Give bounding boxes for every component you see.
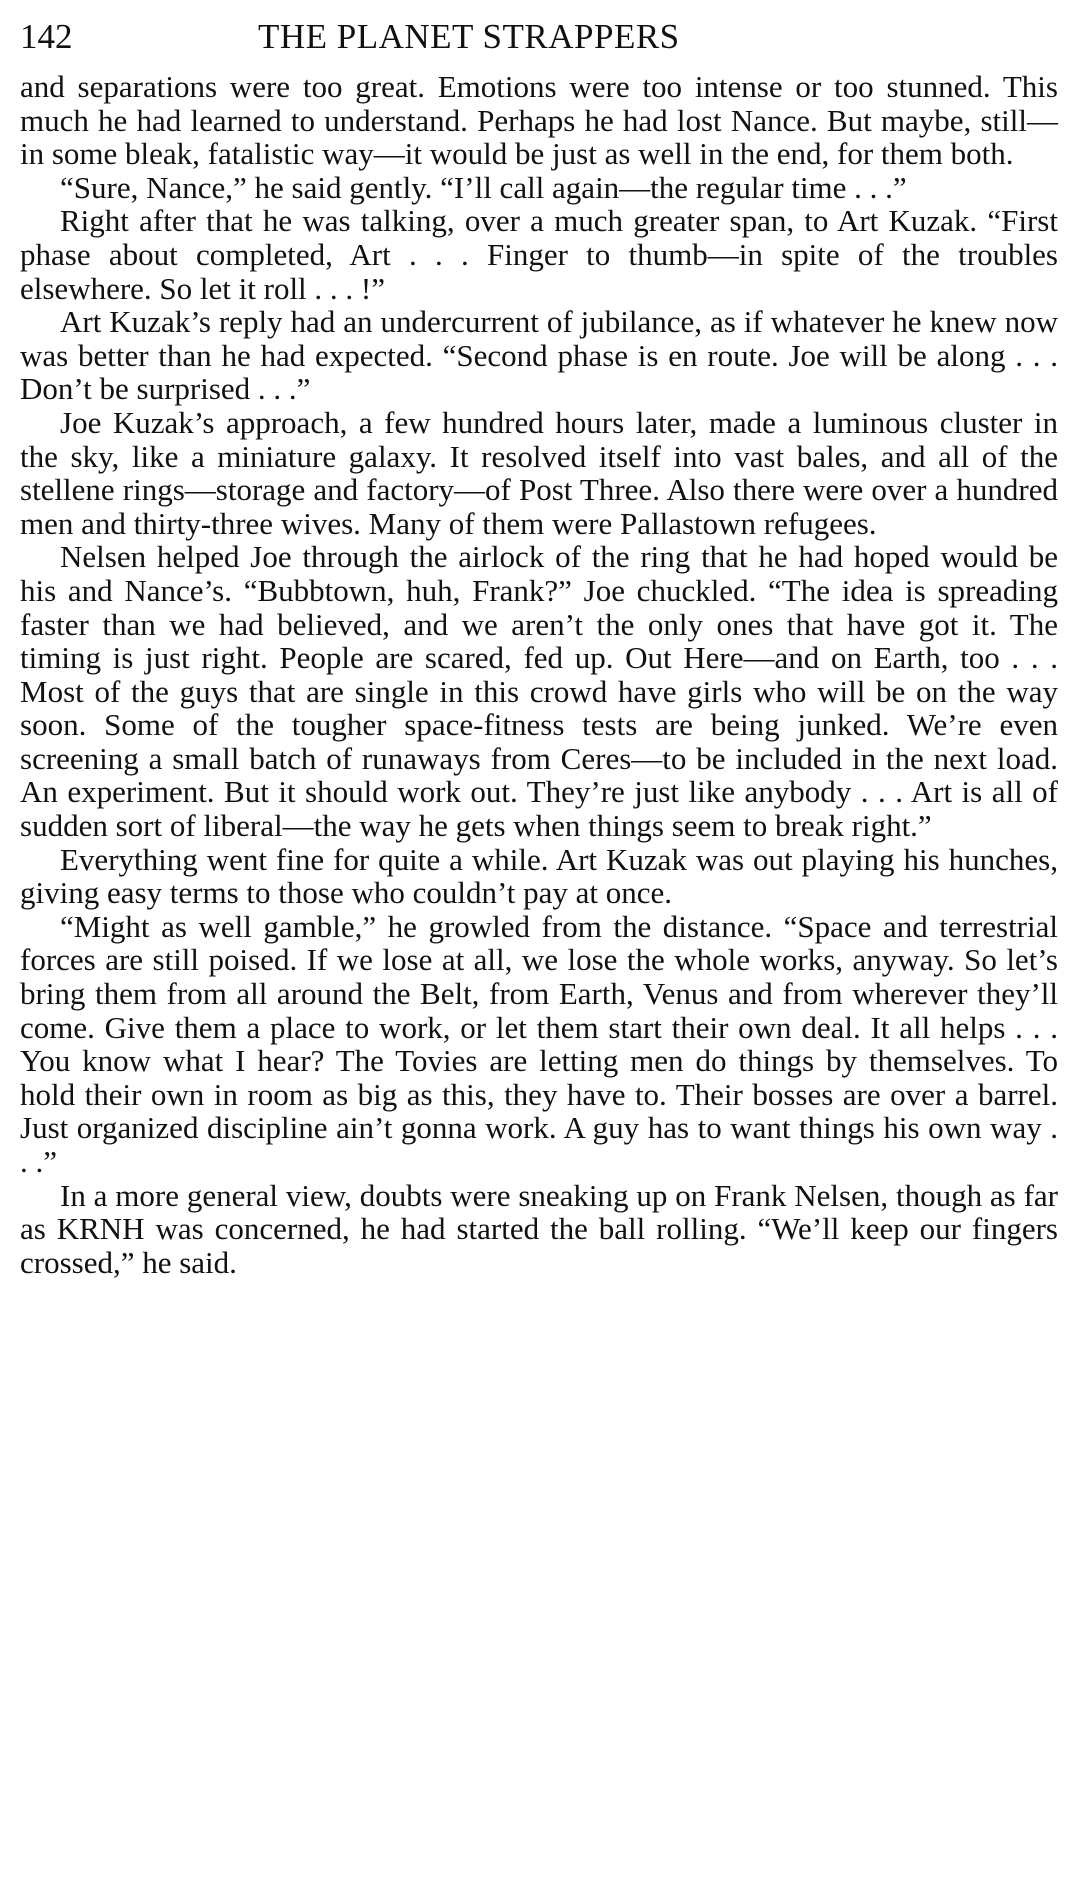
page-number: 142	[20, 17, 73, 56]
page-header	[20, 12, 1058, 62]
paragraph: Nelsen helped Joe through the airlock of the ring that he had hoped would be his and Nance’s. “Bubbtown, huh, Frank?” Joe chuckled. “The idea is spreading faster than we had believed, and we aren’t the only ones that have got it. The timing is just right. People are scared, fed up. Out Here—and on Earth, too . . . Most of the guys that are single in this crowd have girls who will be on the way soon. Some of the tougher space-fitness tests are being junked. We’re even screening a small batch of runaways from Ceres—to be included in the next load. An experiment. But it should work out. They’re just like anybody . . . Art is all of sudden sort of liberal—the way he gets when things seem to break right.”	[20, 539, 1058, 844]
running-title: THE PLANET STRAPPERS	[258, 17, 680, 56]
paragraph: Joe Kuzak’s approach, a few hundred hours later, made a luminous cluster in the sky, like a miniature galaxy. It resolved itself into vast bales, and all of the stellene rings—storage and factory—of Post Three. Also there were over a hundred men and thirty-three wives. Many of them were Pallastown refugees.	[20, 404, 1058, 541]
paragraph: “Might as well gamble,” he growled from the distance. “Space and terrestrial forces are still poised. If we lose at all, we lose the whole works, anyway. So let’s bring them from all around the Belt, from Earth, Venus and from wherever they’ll come. Give them a place to work, or let them start their own deal. It all helps . . . You know what I hear? The Tovies are letting men do things by themselves. To hold their own in room as big as this, they have to. Their bosses are over a barrel. Just organized discipline ain’t gonna work. A guy has to want things his own way . . .”	[20, 908, 1058, 1179]
paragraph: Art Kuzak’s reply had an undercurrent of jubilance, as if whatever he knew now was better than he had expected. “Second phase is en route. Joe will be along . . . Don’t be surprised . . .”	[20, 304, 1058, 407]
paragraph: In a more general view, doubts were sneaking up on Frank Nelsen, though as far as KRNH was concerned, he had started the ball rolling. “We’ll keep our fingers crossed,” he said.	[20, 1177, 1058, 1280]
paragraph: Right after that he was talking, over a much greater span, to Art Kuzak. “First phase about completed, Art . . . Finger to thumb—in spite of the troubles elsewhere. So let it roll . . . !”	[20, 203, 1058, 306]
paragraph: and separations were too great. Emotions were too intense or too stunned. This much he had learned to understand. Perhaps he had lost Nance. But maybe, still—in some bleak, fatalistic way—it would be just as well in the end, for them both.	[20, 69, 1058, 172]
paragraph: Everything went fine for quite a while. Art Kuzak was out playing his hunches, giving easy terms to those who couldn’t pay at once.	[20, 841, 1058, 911]
paragraph: “Sure, Nance,” he said gently. “I’ll call again—the regular time . . .”	[60, 169, 907, 205]
body-text	[20, 70, 1058, 1279]
